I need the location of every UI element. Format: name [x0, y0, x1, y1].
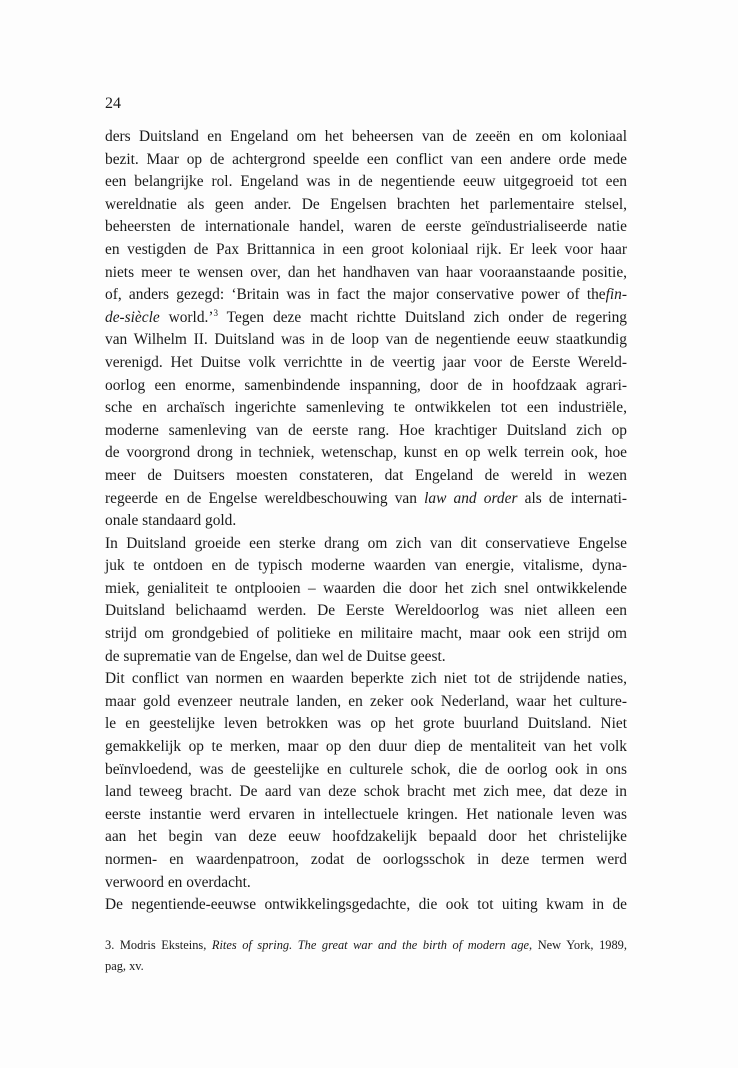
text-line: wereldnatie als geen ander. De Engelsen brachten het parlementaire stelsel,: [105, 195, 627, 213]
text-line: niets meer te wensen over, dan het handhaven van haar vooraanstaande positie,: [105, 263, 627, 281]
text-line: le en geestelijke leven betrokken was op het grote buurland Duitsland. Niet: [105, 715, 627, 733]
text-line: land teweeg bracht. De aard van deze schok bracht met zich mee, dat deze in: [105, 783, 627, 801]
text-line: verenigd. Het Duitse volk verrichtte in de veertig jaar voor de Eerste Wereld-: [105, 353, 627, 371]
text-line: De negentiende-eeuwse ontwikkelingsgedachte, die ook tot uiting kwam in de: [105, 896, 627, 914]
footnote-marker: 3: [213, 307, 219, 318]
text-line: een belangrijke rol. Engeland was in de negentiende eeuw uitgegroeid tot een: [105, 173, 627, 191]
text-line: strijd om grondgebied of politieke en militaire macht, maar ook een strijd om: [105, 625, 627, 643]
text-line: beheersten de internationale handel, waren de eerste geïndustrialiseerde natie: [105, 218, 627, 236]
footnote-line: 3. Modris Eksteins, Rites of spring. The great war and the birth of modern age, New York, 1989,: [105, 938, 627, 952]
text-line: en vestigden de Pax Brittannica in een groot koloniaal rijk. Er leek voor haar: [105, 240, 627, 258]
text-line: In Duitsland groeide een sterke drang om zich van dit conservatieve Engelse: [105, 534, 627, 552]
text-line: meer de Duitsers moesten constateren, dat Engeland de wereld in wezen: [105, 466, 627, 484]
text-line: juk te ontdoen en de typisch moderne waarden van energie, vitalisme, dyna-: [105, 557, 627, 575]
text-line: maar gold evenzeer neutrale landen, en zeker ook Nederland, waar het culture-: [105, 692, 627, 710]
text-line: aan het begin van deze eeuw hoofdzakelijk bepaald door het christelijke: [105, 828, 627, 846]
page-number: 24: [105, 95, 121, 112]
text-line: Duitsland belichaamd werden. De Eerste Wereldoorlog was niet alleen een: [105, 602, 627, 620]
text-line: de voorgrond drong in techniek, wetenschap, kunst en op welk terrein ook, hoe: [105, 444, 627, 462]
text-line: sche en archaïsch ingerichte samenleving te ontwikkelen tot een industriële,: [105, 399, 627, 417]
body-text: [105, 126, 627, 917]
text-line: regeerde en de Engelse wereldbeschouwing van law and order als de internati-: [105, 489, 627, 507]
text-line: of, anders gezegd: ‘Britain was in fact the major conservative power of thefin-: [105, 286, 627, 304]
text-line: moderne samenleving van de eerste rang. Hoe krachtiger Duitsland zich op: [105, 421, 627, 439]
text-line: verwoord en overdacht.: [105, 873, 251, 891]
text-line: onale standaard gold.: [105, 512, 237, 530]
text-line: bezit. Maar op de achtergrond speelde een conflict van een andere orde mede: [105, 150, 627, 168]
text-line: miek, genialiteit te ontplooien – waarden die door het zich snel ontwikkelende: [105, 579, 627, 597]
text-line: normen- en waardenpatroon, zodat de oorlogsschok in deze termen werd: [105, 851, 627, 868]
text-line: eerste instantie werd ervaren in intellectuele kringen. Het nationale leven was: [105, 805, 627, 823]
text-line: beïnvloedend, was de geestelijke en culturele schok, die de oorlog ook in ons: [105, 760, 627, 778]
text-line: Dit conflict van normen en waarden beperkte zich niet tot de strijdende naties,: [105, 670, 627, 688]
text-line: van Wilhelm II. Duitsland was in de loop van de negentiende eeuw staatkundig: [105, 331, 627, 349]
footnote-line: pag, xv.: [105, 959, 144, 973]
text-line: de-siècle world.’$^3$ Tegen deze macht richtte Duitsland zich onder de regering: [105, 307, 627, 326]
footnote: [105, 935, 627, 977]
text-line: oorlog een enorme, samenbindende inspanning, door de in hoofdzaak agrari-: [105, 376, 627, 394]
text-line: gemakkelijk op te merken, maar op den duur diep de mentaliteit van het volk: [105, 738, 627, 756]
text-line: ders Duitsland en Engeland om het beheersen van de zeeën en om koloniaal: [105, 128, 627, 145]
text-line: de suprematie van de Engelse, dan wel de Duitse geest.: [105, 647, 446, 665]
